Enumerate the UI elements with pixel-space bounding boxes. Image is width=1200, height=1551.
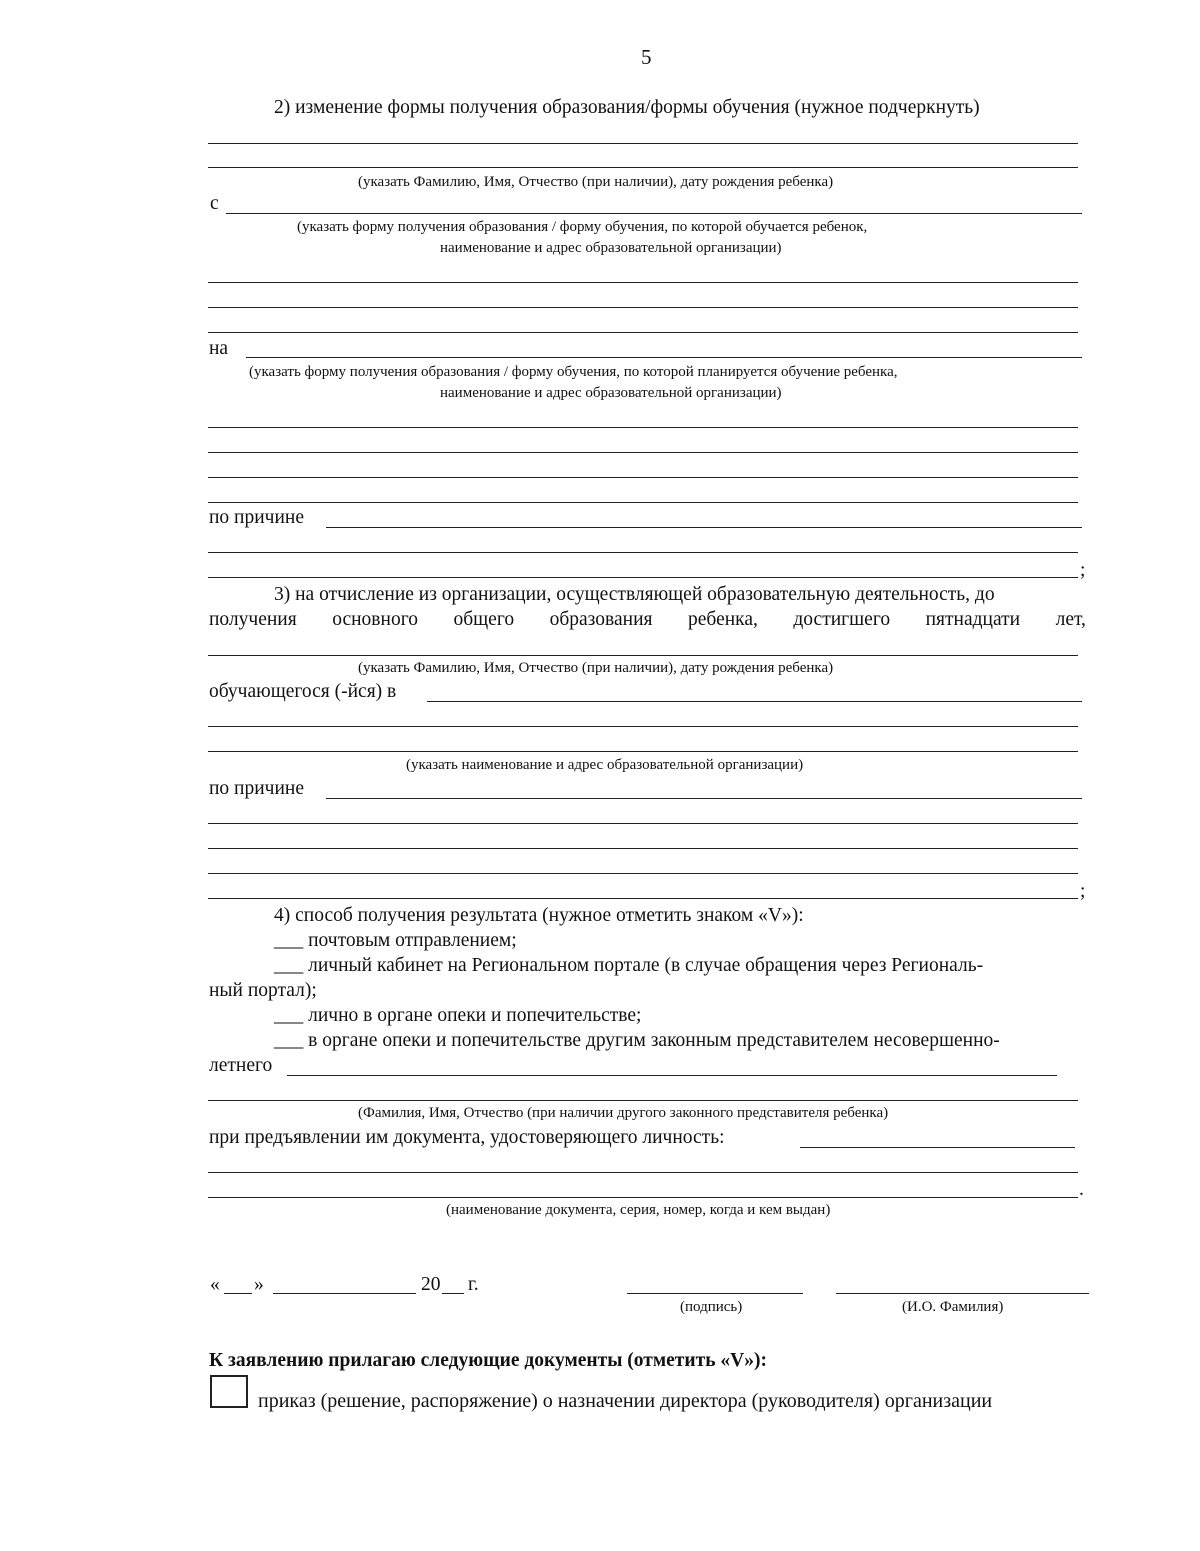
item3-line-2 xyxy=(209,610,1086,630)
fill-line[interactable] xyxy=(208,751,1078,752)
date-month-field[interactable] xyxy=(273,1293,416,1294)
item2-reason-label: по причине xyxy=(209,507,305,528)
item3-end-mark: ; xyxy=(1080,881,1086,902)
date-year-field[interactable] xyxy=(442,1293,464,1294)
fill-line[interactable] xyxy=(208,167,1078,168)
fill-line[interactable] xyxy=(208,726,1078,727)
fill-line[interactable] xyxy=(208,307,1078,308)
fill-line[interactable] xyxy=(208,452,1078,453)
item4-id-label: при предъявлении им документа, удостоверяющего личность: xyxy=(209,1127,725,1148)
item2-to-label: на xyxy=(209,338,229,359)
item3-word: основного xyxy=(332,609,418,630)
fill-line[interactable] xyxy=(208,427,1078,428)
option-other-line-2: летнего xyxy=(209,1055,273,1076)
date-day-field[interactable] xyxy=(224,1293,252,1294)
date-day-open: « xyxy=(210,1274,220,1295)
date-day-close: » xyxy=(254,1274,264,1295)
reason-fill-line[interactable] xyxy=(326,527,1082,528)
item3-reason-label: по причине xyxy=(209,778,305,799)
attachment-item-1: приказ (решение, распоряжение) о назначении директора (руководителя) организации xyxy=(258,1390,993,1412)
item2-from-label: с xyxy=(210,193,219,214)
fill-line[interactable] xyxy=(208,655,1078,656)
option-mail[interactable]: ___ почтовым отправлением; xyxy=(274,930,517,951)
from-fill-line[interactable] xyxy=(226,213,1082,214)
item2-from-caption-2: наименование и адрес образовательной организации) xyxy=(440,240,782,256)
fill-line[interactable] xyxy=(208,143,1078,144)
item4-rep-caption: (Фамилия, Имя, Отчество (при наличии другого законного представителя ребенка) xyxy=(358,1105,889,1121)
attachment-checkbox[interactable] xyxy=(210,1375,248,1408)
date-year-suffix: г. xyxy=(468,1274,479,1295)
fill-line[interactable] xyxy=(208,1100,1078,1101)
fill-line[interactable] xyxy=(208,552,1078,553)
option-portal-line-2: ный портал); xyxy=(209,980,317,1001)
representative-fill-line[interactable] xyxy=(287,1075,1057,1076)
item3-word: достигшего xyxy=(793,609,891,630)
item2-end-mark: ; xyxy=(1080,560,1086,581)
school-fill-line[interactable] xyxy=(427,701,1082,702)
item2-child-caption: (указать Фамилию, Имя, Отчество (при наличии), дату рождения ребенка) xyxy=(358,174,834,190)
fill-line[interactable] xyxy=(208,848,1078,849)
reason-fill-line[interactable] xyxy=(326,798,1082,799)
item3-child-caption: (указать Фамилию, Имя, Отчество (при наличии), дату рождения ребенка) xyxy=(358,660,834,676)
fill-line[interactable] xyxy=(208,577,1078,578)
fill-line[interactable] xyxy=(208,873,1078,874)
fill-line[interactable] xyxy=(208,898,1078,899)
page-number: 5 xyxy=(641,45,652,69)
option-personal[interactable]: ___ лично в органе опеки и попечительстве; xyxy=(274,1005,642,1026)
fill-line[interactable] xyxy=(208,332,1078,333)
id-fill-line[interactable] xyxy=(800,1147,1075,1148)
fill-line[interactable] xyxy=(208,477,1078,478)
fill-line[interactable] xyxy=(208,1197,1078,1198)
signature-field[interactable] xyxy=(627,1293,803,1294)
date-year-prefix: 20 xyxy=(421,1274,441,1295)
option-other-line-1[interactable]: ___ в органе опеки и попечительстве другим законным представителем несовершенно- xyxy=(274,1030,1000,1051)
item2-to-caption-1: (указать форму получения образования / форму обучения, по которой планируется обучение ребенка, xyxy=(249,364,898,380)
item3-word: общего xyxy=(453,609,515,630)
attachments-heading: К заявлению прилагаю следующие документы (отметить «V»): xyxy=(209,1350,767,1371)
item3-word: образования xyxy=(549,609,653,630)
fill-line[interactable] xyxy=(208,282,1078,283)
item3-word: лет, xyxy=(1055,609,1086,630)
fill-line[interactable] xyxy=(208,823,1078,824)
item3-student-label: обучающегося (-йся) в xyxy=(209,681,397,702)
to-fill-line[interactable] xyxy=(246,357,1082,358)
item2-title: 2) изменение формы получения образования/формы обучения (нужное подчеркнуть) xyxy=(274,97,980,118)
option-portal-line-1[interactable]: ___ личный кабинет на Региональном портале (в случае обращения через Региональ- xyxy=(274,955,984,976)
item2-to-caption-2: наименование и адрес образовательной организации) xyxy=(440,385,782,401)
item4-end-mark: . xyxy=(1079,1179,1084,1200)
item4-title: 4) способ получения результата (нужное отметить знаком «V»): xyxy=(274,905,804,926)
fill-line[interactable] xyxy=(208,502,1078,503)
fill-line[interactable] xyxy=(208,1172,1078,1173)
item2-from-caption-1: (указать форму получения образования / форму обучения, по которой обучается ребенок, xyxy=(297,219,868,235)
sign-caption: (подпись) xyxy=(680,1299,743,1315)
item3-org-caption: (указать наименование и адрес образовательной организации) xyxy=(406,757,804,773)
item3-word: получения xyxy=(209,609,297,630)
item4-doc-caption: (наименование документа, серия, номер, когда и кем выдан) xyxy=(446,1202,831,1218)
item3-word: пятнадцати xyxy=(925,609,1021,630)
name-caption: (И.О. Фамилия) xyxy=(902,1299,1004,1315)
item3-word: ребенка, xyxy=(688,609,758,630)
name-field[interactable] xyxy=(836,1293,1089,1294)
item3-line-1: 3) на отчисление из организации, осуществляющей образовательную деятельность, до xyxy=(274,584,995,605)
